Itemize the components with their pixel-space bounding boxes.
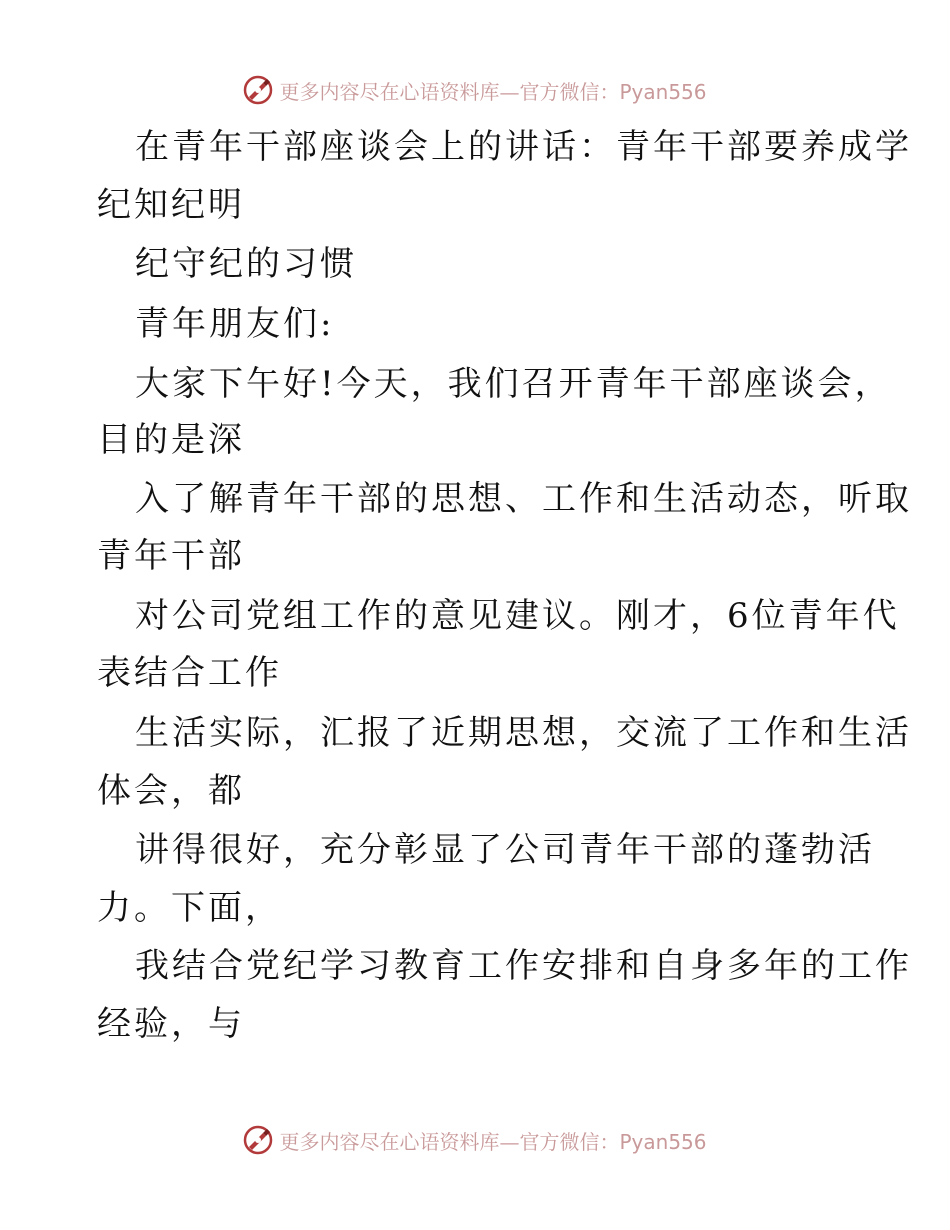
text-line: 入了解青年干部的思想、工作和生活动态，听取 bbox=[135, 479, 912, 519]
pen-logo-icon bbox=[243, 1125, 273, 1155]
text-line: 目的是深 bbox=[97, 420, 245, 460]
text-line: 讲得很好，充分彰显了公司青年干部的蓬勃活 bbox=[135, 830, 875, 870]
watermark-handle: Pyan556 bbox=[619, 79, 707, 104]
text-line: 体会，都 bbox=[97, 771, 245, 811]
footer-watermark bbox=[0, 1120, 950, 1160]
watermark-text: 更多内容尽在心语资料库—官方微信：Pyan556 bbox=[279, 1129, 707, 1154]
text-line: 我结合党纪学习教育工作安排和自身多年的工作 bbox=[135, 946, 912, 986]
text-line: 纪知纪明 bbox=[97, 185, 245, 225]
text-line: 生活实际，汇报了近期思想，交流了工作和生活 bbox=[135, 713, 912, 753]
text-line: 青年朋友们: bbox=[135, 304, 335, 344]
text-line: 在青年干部座谈会上的讲话：青年干部要养成学 bbox=[135, 127, 912, 167]
text-line: 经验，与 bbox=[97, 1004, 245, 1044]
text-line: 对公司党组工作的意见建议。刚才，6位青年代 bbox=[135, 596, 900, 636]
text-line: 大家下午好!今天，我们召开青年干部座谈会， bbox=[135, 364, 892, 404]
text-line: 力。下面， bbox=[97, 888, 282, 928]
header-watermark bbox=[0, 70, 950, 110]
watermark-handle: Pyan556 bbox=[619, 1129, 707, 1154]
text-line: 纪守纪的习惯 bbox=[135, 244, 357, 284]
pen-logo-icon bbox=[243, 75, 273, 105]
watermark-text: 更多内容尽在心语资料库—官方微信：Pyan556 bbox=[279, 79, 707, 104]
text-line: 表结合工作 bbox=[97, 653, 282, 693]
text-line: 青年干部 bbox=[97, 536, 245, 576]
